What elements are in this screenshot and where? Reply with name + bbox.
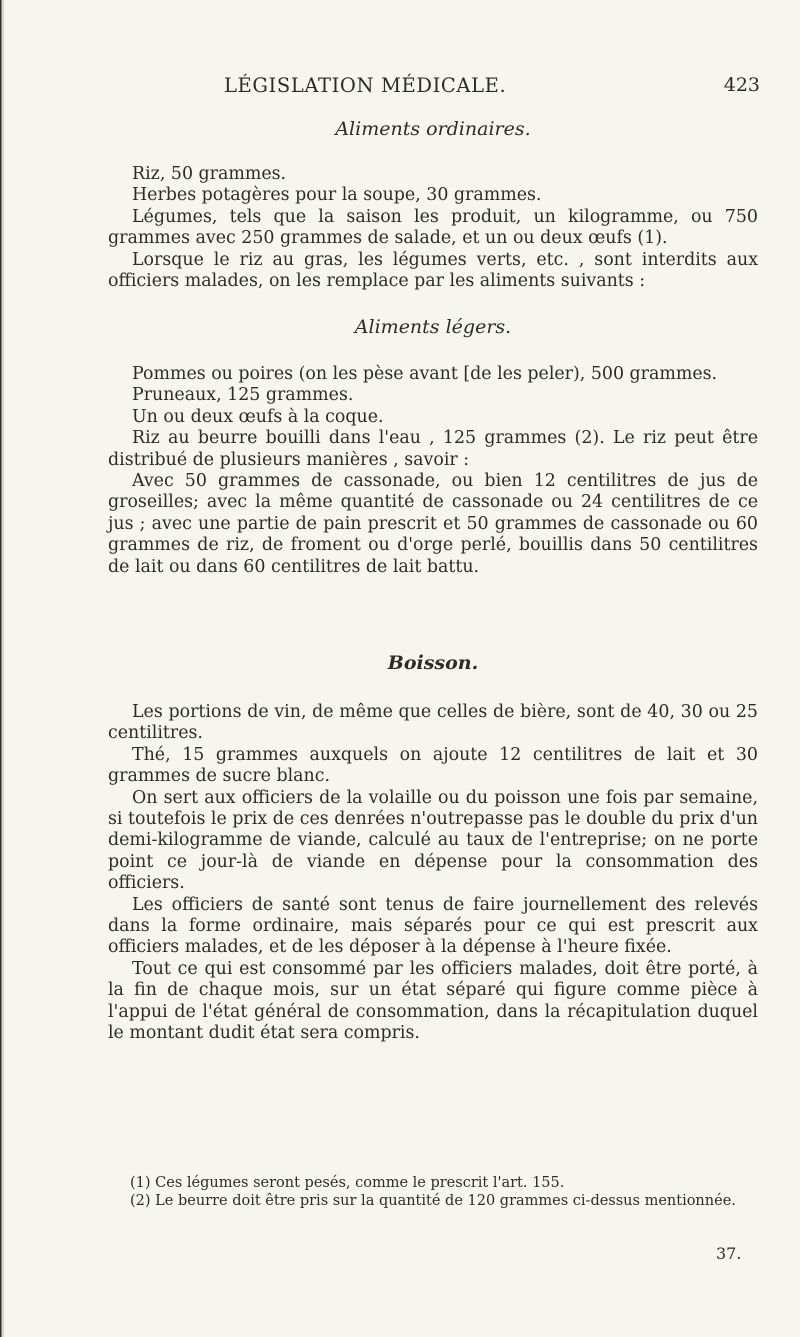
page-number: 423	[723, 74, 760, 96]
paragraph: Un ou deux œufs à la coque.	[132, 406, 384, 427]
paragraph: Thé, 15 grammes auxquels on ajoute 12 centilitres de lait et 30 grammes de sucre blanc.	[108, 744, 758, 787]
paragraph: Riz, 50 grammes.	[132, 164, 287, 184]
section-heading-aliments-ordinaires: Aliments ordinaires.	[335, 118, 531, 140]
footnote: (2) Le beurre doit être pris sur la quantité de 120 grammes ci-dessus mentionnée.	[130, 1193, 736, 1209]
signature-mark: 37.	[716, 1244, 742, 1263]
paragraph: Pruneaux, 125 grammes.	[132, 385, 354, 406]
paragraph: Herbes potagères pour la soupe, 30 grammes.	[132, 185, 542, 206]
paragraph: Lorsque le riz au gras, les légumes verts, etc. , sont interdits aux officiers malades, on les remplace par les aliments suivants :	[108, 249, 758, 292]
paragraph: Pommes ou poires (on les pèse avant [de les peler), 500 grammes.	[132, 364, 718, 384]
paragraph: On sert aux officiers de la volaille ou du poisson une fois par semaine, si toutefois le prix de ces denrées n'outrepasse pas le double du prix d'un demi-kilogramme de viande, calculé au taux de l'entreprise; on ne porte point ce jour-là de viande en dépense pour la consommation des officiers.	[108, 787, 758, 894]
section-body-aliments-legers	[108, 364, 758, 578]
paragraph: Avec 50 grammes de cassonade, ou bien 12 centilitres de jus de groseilles; avec la même quantité de cassonade ou 24 centilitres de ce jus ; avec une partie de pain prescrit et 50 grammes de cassonade ou 60 grammes de riz, de froment ou d'orge perlé, bouillis dans 50 centilitres de lait ou dans 60 centilitres de lait battu.	[108, 471, 758, 577]
section-heading-boisson: Boisson.	[387, 652, 479, 674]
paragraph: Riz au beurre bouilli dans l'eau , 125 grammes (2). Le riz peut être distribué de plusieurs manières , savoir :	[108, 428, 758, 470]
footnotes	[116, 1174, 758, 1210]
paragraph: Les officiers de santé sont tenus de faire journellement des relevés dans la forme ordinaire, mais séparés pour ce qui est prescrit aux officiers malades, et de les déposer à la dépense à l'heure fixée.	[108, 894, 758, 958]
section-heading-aliments-legers: Aliments légers.	[354, 316, 512, 338]
paragraph: Légumes, tels que la saison les produit, un kilogramme, ou 750 grammes avec 250 grammes de salade, et un ou deux œufs (1).	[108, 206, 758, 249]
paragraph: Tout ce qui est consommé par les officiers malades, doit être porté, à la fin de chaque mois, sur un état séparé qui figure comme pièce à l'appui de l'état général de consommation, dans la récapitulation duquel le montant dudit état sera compris.	[108, 958, 758, 1044]
paragraph: Les portions de vin, de même que celles de bière, sont de 40, 30 ou 25 centilitres.	[108, 702, 758, 744]
footnote: (1) Ces légumes seront pesés, comme le prescrit l'art. 155.	[130, 1175, 565, 1191]
running-head	[120, 74, 760, 98]
running-title: LÉGISLATION MÉDICALE.	[224, 74, 507, 97]
section-body-aliments-ordinaires	[108, 164, 758, 292]
section-body-boisson	[108, 702, 758, 1045]
